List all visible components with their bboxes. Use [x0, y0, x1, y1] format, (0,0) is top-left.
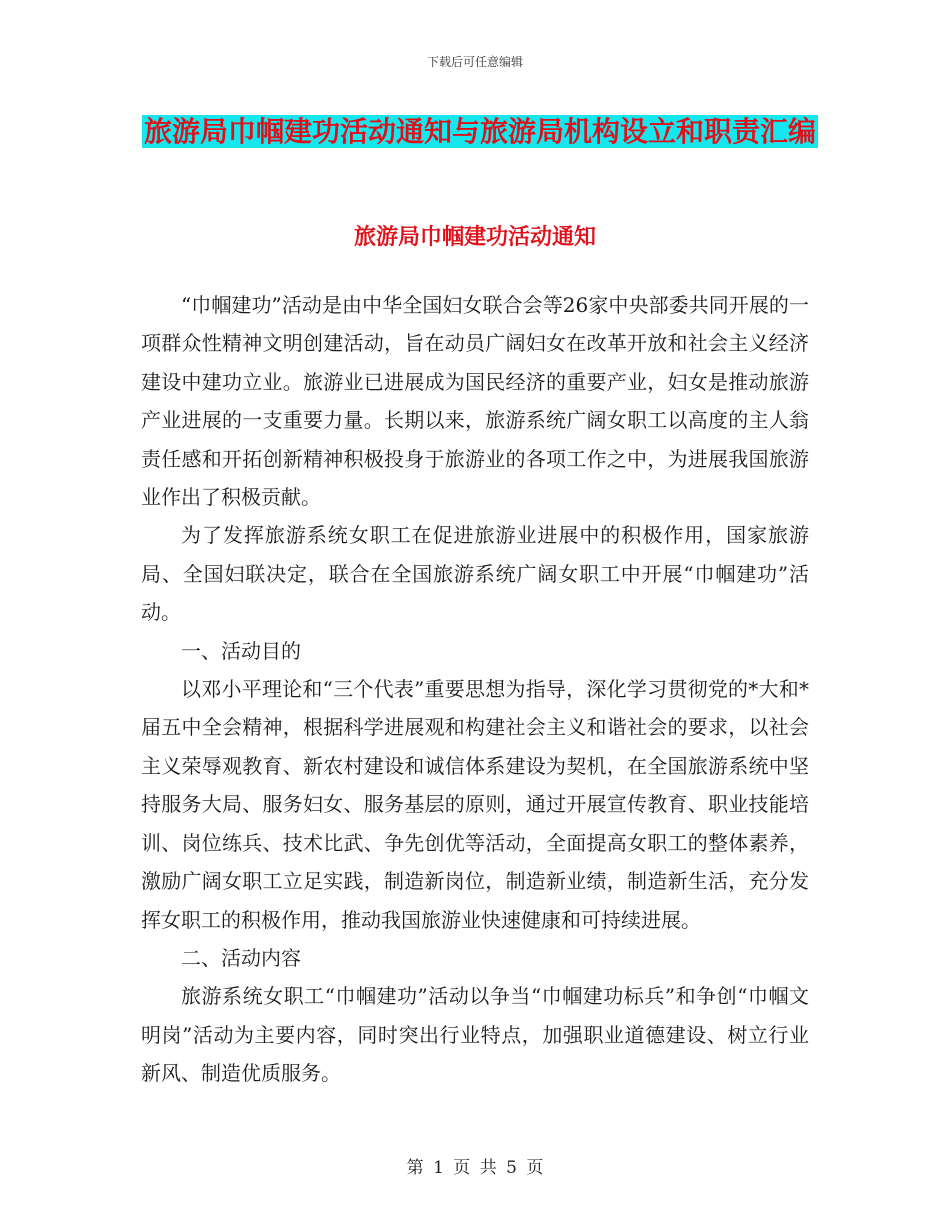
paragraph-content: 旅游系统女职工“巾帼建功”活动以争当“巾帼建功标兵”和争创“巾帼文明岗”活动为主要内容，同时突出行业特点，加强职业道德建设、树立行业新风、制造优质服务。 — [141, 984, 809, 1086]
document-title-text: 旅游局巾帼建功活动通知与旅游局机构设立和职责汇编 — [143, 115, 816, 148]
paragraph-decision: 为了发挥旅游系统女职工在促进旅游业进展中的积极作用，国家旅游局、全国妇联决定，联合在全国旅游系统广阔女职工中开展“巾帼建功”活动。 — [141, 523, 809, 625]
paragraph-purpose: 以邓小平理论和“三个代表”重要思想为指导，深化学习贯彻党的*大和*届五中全会精神，根据科学进展观和构建社会主义和谐社会的要求，以社会主义荣辱观教育、新农村建设和诚信体系建设为契机，在全国旅游系统中坚持服务大局、服务妇女、服务基层的原则，通过开展宣传教育、职业技能培训、岗位练兵、技术比武、争先创优等活动，全面提高女职工的整体素养，激励广阔女职工立足实践，制造新岗位，制造新业绩，制造新生活，充分发挥女职工的积极作用，推动我国旅游业快速健康和可持续进展。 — [141, 677, 809, 932]
page-header-note: 下载后可任意编辑 — [426, 55, 523, 69]
paragraph-intro: “巾帼建功”活动是由中华全国妇女联合会等26家中央部委共同开展的一项群众性精神文明创建活动，旨在动员广阔妇女在改革开放和社会主义经济建设中建功立业。旅游业已进展成为国民经济的重要产业，妇女是推动旅游产业进展的一支重要力量。长期以来，旅游系统广阔女职工以高度的主人翁责任感和开拓创新精神积极投身于旅游业的各项工作之中，为进展我国旅游业作出了积极贡献。 — [141, 293, 809, 510]
heading-activity-content: 二、活动内容 — [181, 945, 301, 970]
heading-activity-purpose: 一、活动目的 — [181, 638, 301, 663]
document-body — [141, 286, 809, 1093]
document-title — [140, 108, 820, 156]
page-number: 第 1 页 共 5 页 — [406, 1158, 544, 1178]
section-subtitle: 旅游局巾帼建功活动通知 — [353, 225, 596, 250]
